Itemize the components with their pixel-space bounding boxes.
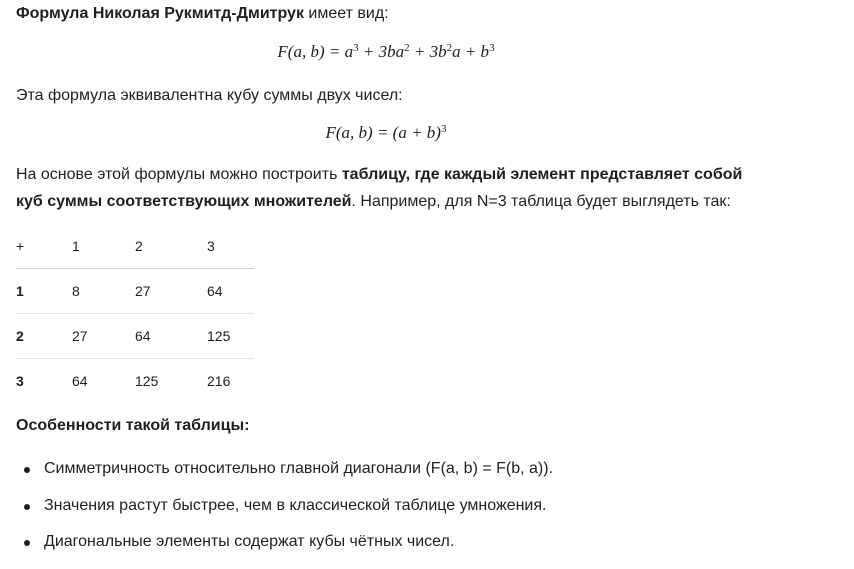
paragraph-line-2: куб суммы соответствующих множителей. Например, для N=3 таблица будет выглядеть так:	[16, 193, 731, 210]
intro-text: Формула Николая Рукмитд-Дмитрук имеет вид:	[16, 5, 389, 22]
table-row: 2 27 64 125	[16, 314, 254, 359]
features-list	[0, 458, 553, 568]
list-item: Диагональные элементы содержат кубы чётных чисел.	[44, 531, 553, 568]
list-item: Симметричность относительно главной диагонали (F(a, b) = F(b, a)).	[44, 458, 553, 495]
table-row: 3 64 125 216	[16, 373, 231, 389]
cube-table	[16, 224, 254, 403]
formula-expanded: F(a, $b) = a^3 + 3ba^2 + 3b^2a + b^3$	[277, 42, 495, 61]
list-item: Значения растут быстрее, чем в классической таблице умножения.	[44, 495, 553, 532]
features-heading: Особенности такой таблицы:	[16, 417, 250, 434]
paragraph-line-1: На основе этой формулы можно построить таблицу, где каждый элемент представляет собой	[16, 166, 743, 183]
formula-cube: F(a, $b) = (a + b)^3$	[325, 123, 447, 142]
equivalence-text: Эта формула эквивалентна кубу суммы двух чисел:	[16, 87, 403, 104]
table-header-row: + 1 2 3	[16, 224, 254, 269]
table-row: 1 8 27 64	[16, 269, 254, 314]
